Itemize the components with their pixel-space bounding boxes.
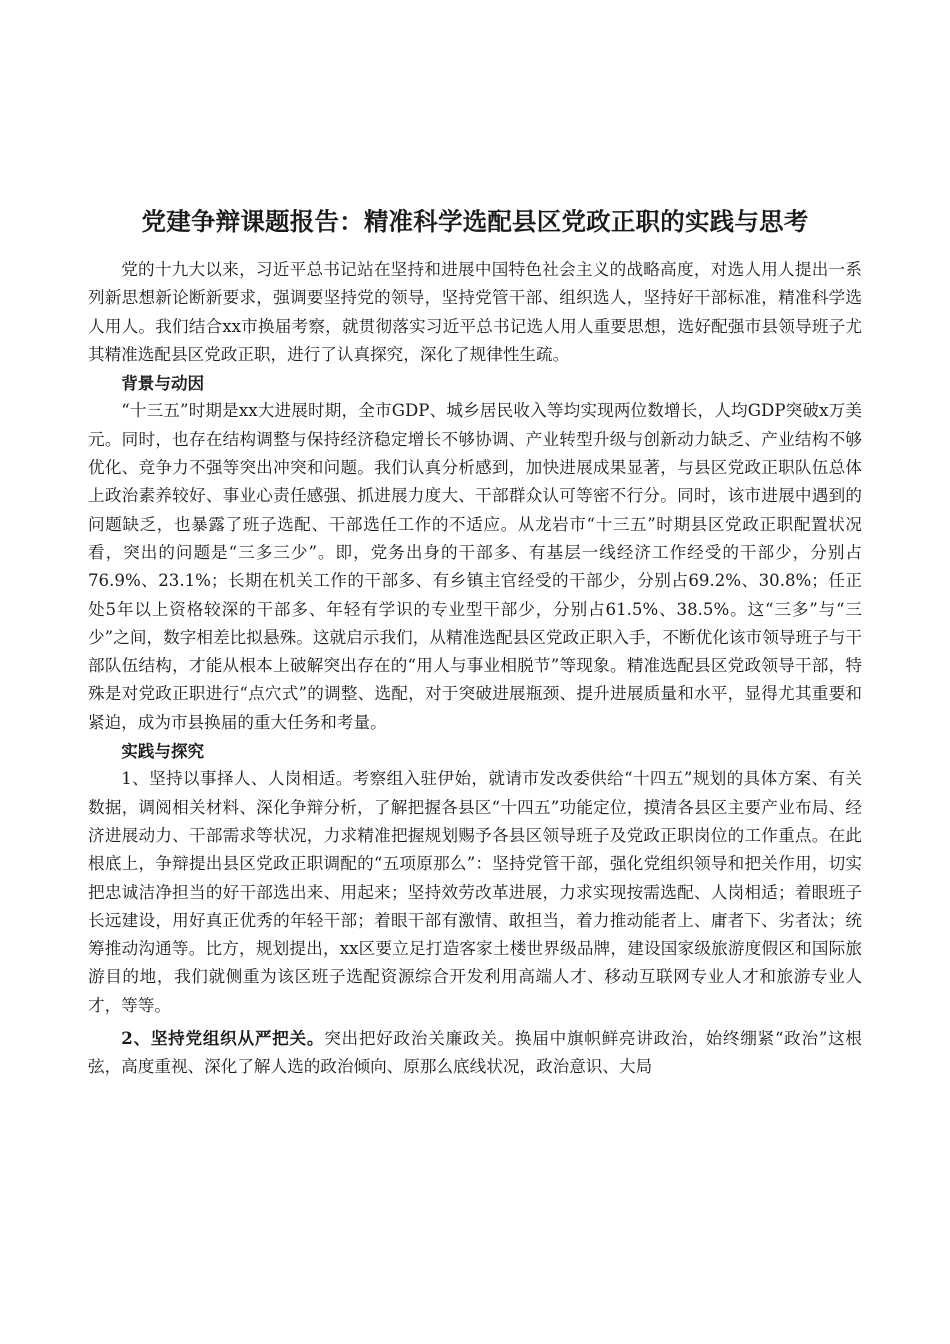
practice-item-2-body: 突出把好政治关廉政关。换届中旗帜鲜亮讲政治，始终绷紧“政治”这根弦，高度重视、深化了解人选的政治倾向、原那么底线状况，政治意识、大局 (88, 1029, 863, 1077)
background-paragraph: “十三五”时期是xx大进展时期，全市GDP、城乡居民收入等均实现两位数增长，人均GDP突破x万美元。同时，也存在结构调整与保持经济稳定增长不够协调、产业转型升级与创新动力缺乏、产业结构不够优化、竞争力不强等突出冲突和问题。我们认真分析感到，加快进展成果显著，与县区党政正职队伍总体上政治素养较好、事业心责任感强、抓进展力度大、干部群众认可等密不行分。同时，该市进展中遇到的问题缺乏，也暴露了班子选配、干部选任工作的不适应。从龙岩市“十三五”时期县区党政正职配置状况看，突出的问题是“三多三少”。即，党务出身的干部多、有基层一线经济工作经受的干部少，分别占76.9%、23.1%；长期在机关工作的干部多、有乡镇主官经受的干部少，分别占69.2%、30.8%；任正处5年以上资格较深的干部多、年轻有学识的专业型干部少，分别占61.5%、38.5%。这“三多”与“三少”之间，数字相差比拟悬殊。这就启示我们，从精准选配县区党政正职入手，不断优化该市领导班子与干部队伍结构，才能从根本上破解突出存在的“用人与事业相脱节”等现象。精准选配县区党政领导干部，特殊是对党政正职进行“点穴式”的调整、选配，对于突破进展瓶颈、提升进展质量和水平，显得尤其重要和紧迫，成为市县换届的重大任务和考量。 (88, 401, 862, 732)
section-heading-background: 背景与动因 (121, 373, 205, 394)
document-title: 党建争辩课题报告：精准科学选配县区党政正职的实践与思考 (141, 207, 809, 236)
document-page (88, 202, 862, 1082)
practice-item-2-lead: 2、坚持党组织从严把关。 (121, 1028, 325, 1049)
section-heading-practice: 实践与探究 (121, 741, 205, 762)
intro-paragraph: 党的十九大以来，习近平总书记站在坚持和进展中国特色社会主义的战略高度，对选人用人提出一系列新思想新论断新要求，强调要坚持党的领导，坚持党管干部、组织选人，坚持好干部标准，精准科学选人用人。我们结合xx市换届考察，就贯彻落实习近平总书记选人用人重要思想，选好配强市县领导班子尤其精准选配县区党政正职，进行了认真探究，深化了规律性生疏。 (88, 260, 862, 364)
practice-item-2 (88, 1024, 862, 1082)
practice-item-1: 1、坚持以事择人、人岗相适。考察组入驻伊始，就请市发改委供给“十四五”规划的具体方案、有关数据，调阅相关材料、深化争辩分析，了解把握各县区“十四五”功能定位，摸清各县区主要产业布局、经济进展动力、干部需求等状况，力求精准把握规划赐予各县区领导班子及党政正职岗位的工作重点。在此根底上，争辩提出县区党政正职调配的“五项原那么”：坚持党管干部，强化党组织领导和把关作用，切实把忠诚洁净担当的好干部选出来、用起来；坚持效劳改革进展，力求实现按需选配、人岗相适；着眼班子长远建设，用好真正优秀的年轻干部；着眼干部有激情、敢担当，着力推动能者上、庸者下、劣者汰；统筹推动沟通等。比方，规划提出，xx区要立足打造客家土楼世界级品牌，建设国家级旅游度假区和国际旅游目的地，我们就侧重为该区班子选配资源综合开发利用高端人才、移动互联网专业人才和旅游专业人才，等等。 (88, 769, 862, 1015)
